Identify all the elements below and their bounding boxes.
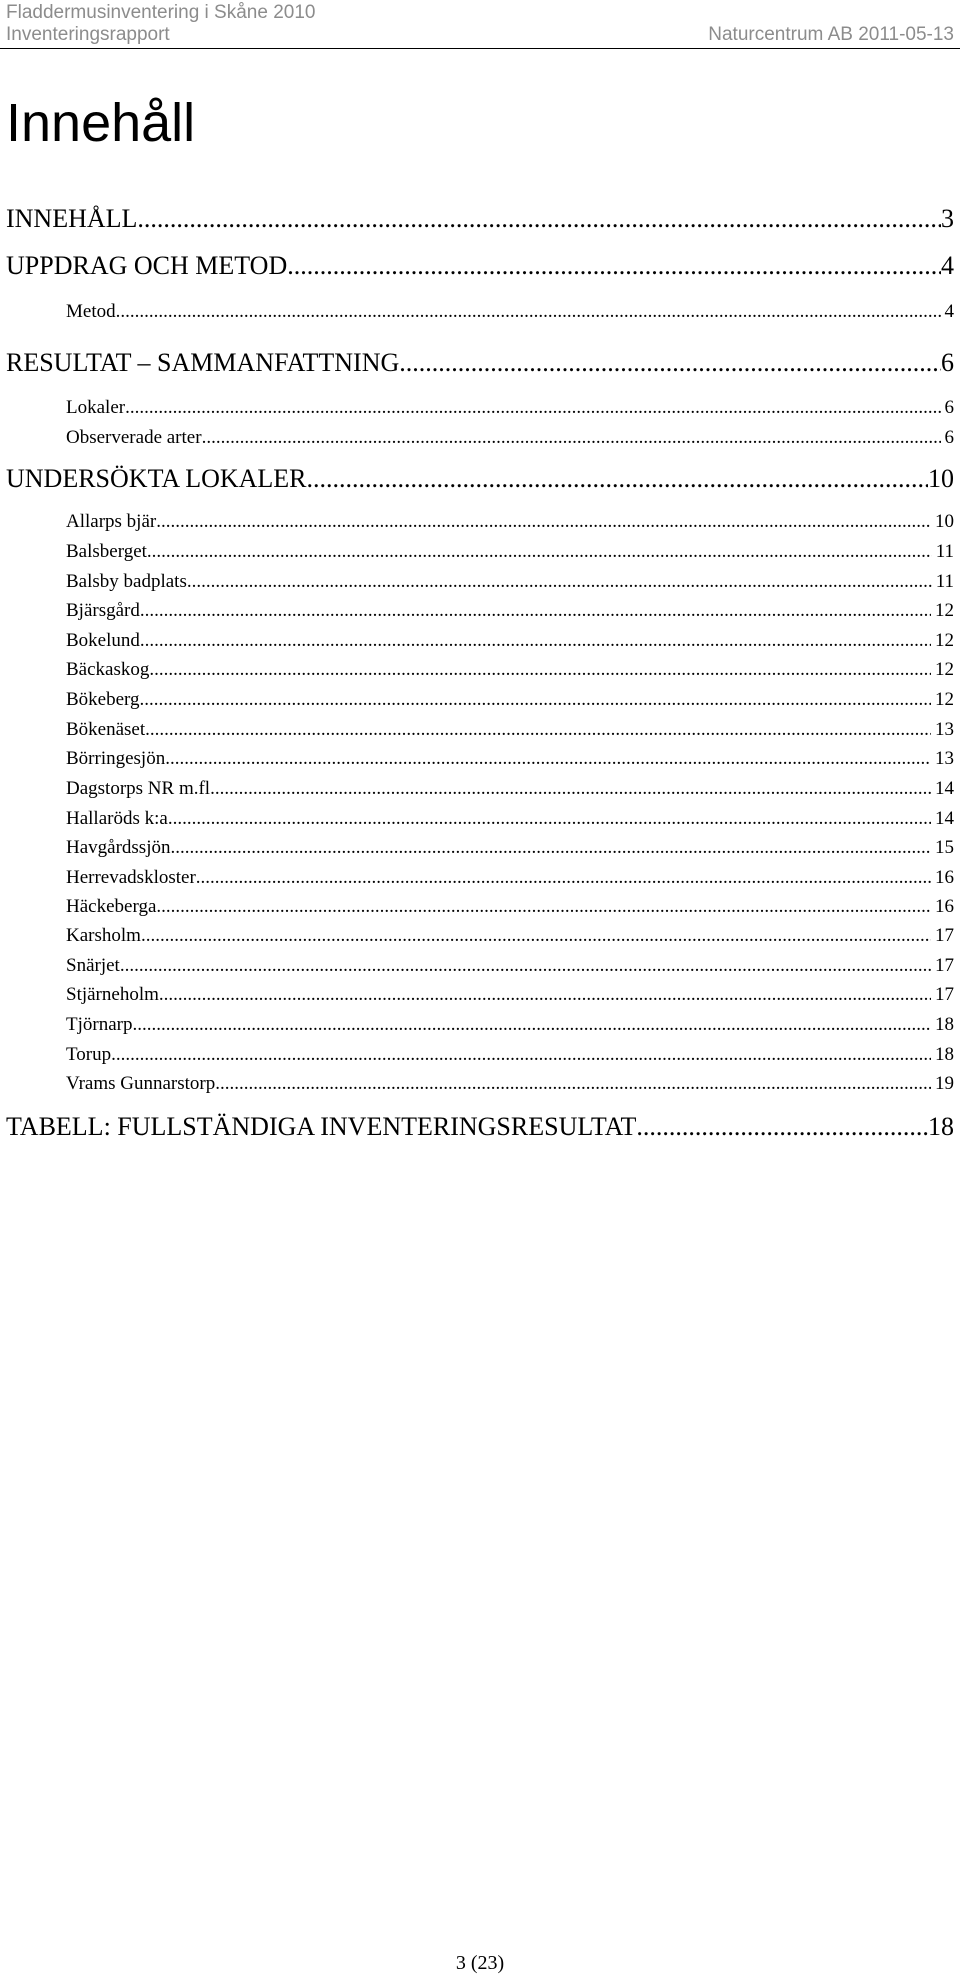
- toc-entry-page: 17: [935, 984, 954, 1005]
- toc-entry-title: UNDERSÖKTA LOKALER: [6, 464, 307, 493]
- toc-dot-leader: [147, 538, 932, 566]
- toc-dot-leader: [140, 597, 931, 625]
- toc-dot-leader: [120, 952, 931, 980]
- toc-entry-page: 11: [935, 571, 954, 592]
- toc-dot-leader: [636, 1107, 928, 1147]
- page-title: Innehåll: [6, 93, 196, 153]
- toc-entry-page: 16: [935, 896, 954, 917]
- toc-entry-title: Bökenäset: [66, 719, 146, 740]
- toc-entry[interactable]: [66, 627, 954, 655]
- toc-entry[interactable]: [66, 952, 954, 980]
- toc-dot-leader: [149, 656, 931, 684]
- toc-dot-leader: [165, 745, 931, 773]
- toc-entry-page: 12: [935, 689, 954, 710]
- toc-entry[interactable]: [66, 394, 954, 422]
- toc-entry-page: 6: [944, 397, 954, 418]
- toc-entry-page: 16: [935, 867, 954, 888]
- toc-entry-title: Torup: [66, 1044, 112, 1065]
- toc-entry-title: Börringesjön: [66, 748, 166, 769]
- toc-entry[interactable]: [6, 459, 954, 499]
- toc-dot-leader: [196, 864, 931, 892]
- toc-entry[interactable]: [66, 922, 954, 950]
- toc-entry-page: 11: [935, 541, 954, 562]
- toc-entry[interactable]: [66, 834, 954, 862]
- toc-dot-leader: [170, 834, 931, 862]
- toc-dot-leader: [287, 246, 941, 286]
- toc-dot-leader: [156, 508, 931, 536]
- toc-entry-title: Dagstorps NR m.fl.: [66, 778, 215, 799]
- toc-entry-page: 6: [941, 348, 954, 377]
- toc-dot-leader: [140, 627, 931, 655]
- toc-entry-page: 19: [935, 1073, 954, 1094]
- toc-entry-title: Bokelund: [66, 630, 140, 651]
- toc-entry-title: Vrams Gunnarstorp: [66, 1073, 216, 1094]
- toc-entry[interactable]: [66, 597, 954, 625]
- toc-entry[interactable]: [6, 343, 954, 383]
- toc-entry-page: 12: [935, 600, 954, 621]
- toc-entry-page: 3: [941, 204, 954, 233]
- toc-dot-leader: [125, 394, 940, 422]
- toc-entry[interactable]: [66, 508, 954, 536]
- toc-entry[interactable]: [66, 1041, 954, 1069]
- toc-entry-title: Allarps bjär: [66, 511, 157, 532]
- toc-entry[interactable]: [6, 1107, 954, 1147]
- toc-entry[interactable]: [66, 716, 954, 744]
- toc-entry-title: Havgårdssjön: [66, 837, 171, 858]
- toc-entry-title: Stjärneholm: [66, 984, 159, 1005]
- toc-entry-page: 13: [935, 719, 954, 740]
- toc-entry-page: 12: [935, 630, 954, 651]
- toc-dot-leader: [137, 199, 941, 239]
- toc-dot-leader: [145, 716, 931, 744]
- header-report-type: Inventeringsrapport: [6, 24, 170, 45]
- toc-entry-page: 4: [944, 301, 954, 322]
- toc-dot-leader: [140, 686, 931, 714]
- toc-entry-page: 18: [935, 1014, 954, 1035]
- toc-entry-title: Bäckaskog: [66, 659, 150, 680]
- toc-entry-title: RESULTAT – SAMMANFATTNING: [6, 348, 400, 377]
- toc-dot-leader: [168, 805, 931, 833]
- toc-dot-leader: [111, 1041, 931, 1069]
- toc-entry[interactable]: [66, 1070, 954, 1098]
- toc-entry-page: 12: [935, 659, 954, 680]
- toc-entry[interactable]: [66, 745, 954, 773]
- toc-entry[interactable]: [66, 775, 954, 803]
- toc-entry-title: Metod: [66, 301, 116, 322]
- toc-entry-title: Lokaler: [66, 397, 126, 418]
- toc-dot-leader: [116, 298, 941, 326]
- toc-entry[interactable]: [66, 568, 954, 596]
- toc-entry[interactable]: [66, 893, 954, 921]
- toc-entry[interactable]: [66, 805, 954, 833]
- toc-entry[interactable]: [66, 686, 954, 714]
- toc-entry-title: Bökeberg: [66, 689, 140, 710]
- toc-dot-leader: [202, 424, 941, 452]
- toc-entry-page: 14: [935, 808, 954, 829]
- toc-entry-title: Tjörnarp: [66, 1014, 133, 1035]
- toc-entry[interactable]: [66, 298, 954, 326]
- toc-entry-title: Balsby badplats: [66, 571, 187, 592]
- toc-entry[interactable]: [66, 981, 954, 1009]
- toc-dot-leader: [215, 775, 931, 803]
- toc-entry-title: Snärjet: [66, 955, 120, 976]
- toc-entry-title: Bjärsgård: [66, 600, 140, 621]
- toc-dot-leader: [187, 568, 932, 596]
- toc-dot-leader: [159, 981, 931, 1009]
- toc-entry[interactable]: [66, 864, 954, 892]
- toc-dot-leader: [141, 922, 931, 950]
- toc-dot-leader: [132, 1011, 931, 1039]
- toc-dot-leader: [307, 459, 928, 499]
- toc-entry-title: Observerade arter: [66, 427, 202, 448]
- toc-entry-title: Balsberget: [66, 541, 147, 562]
- toc-entry-page: 17: [935, 955, 954, 976]
- toc-entry-page: 18: [935, 1044, 954, 1065]
- toc-entry-title: INNEHÅLL: [6, 204, 138, 233]
- toc-entry[interactable]: [6, 199, 954, 239]
- toc-entry-page: 14: [935, 778, 954, 799]
- toc-entry-title: UPPDRAG OCH METOD: [6, 251, 288, 280]
- page-number: 3 (23): [455, 1952, 505, 1974]
- toc-entry-title: Herrevadskloster: [66, 867, 196, 888]
- toc-entry-page: 15: [935, 837, 954, 858]
- header-author-date: Naturcentrum AB 2011-05-13: [708, 24, 954, 45]
- toc-entry-title: Hallaröds k:a: [66, 808, 168, 829]
- toc-entry-page: 13: [935, 748, 954, 769]
- toc-entry-page: 4: [941, 251, 954, 280]
- toc-entry-page: 18: [928, 1112, 954, 1141]
- toc-entry[interactable]: [66, 1011, 954, 1039]
- toc-entry-title: TABELL: FULLSTÄNDIGA INVENTERINGSRESULTAT: [6, 1112, 637, 1141]
- toc-entry-page: 10: [935, 511, 954, 532]
- toc-entry-page: 6: [944, 427, 954, 448]
- toc-entry-page: 17: [935, 925, 954, 946]
- toc-entry[interactable]: [66, 538, 954, 566]
- toc-dot-leader: [156, 893, 931, 921]
- toc-dot-leader: [399, 343, 941, 383]
- toc-entry[interactable]: [66, 656, 954, 684]
- toc-dot-leader: [215, 1070, 931, 1098]
- toc-entry-title: Karsholm: [66, 925, 141, 946]
- toc-entry[interactable]: [66, 424, 954, 452]
- toc-entry-title: Häckeberga: [66, 896, 157, 917]
- header-report-title: Fladdermusinventering i Skåne 2010: [6, 2, 316, 23]
- toc-entry-page: 10: [928, 464, 954, 493]
- toc-entry[interactable]: [6, 246, 954, 286]
